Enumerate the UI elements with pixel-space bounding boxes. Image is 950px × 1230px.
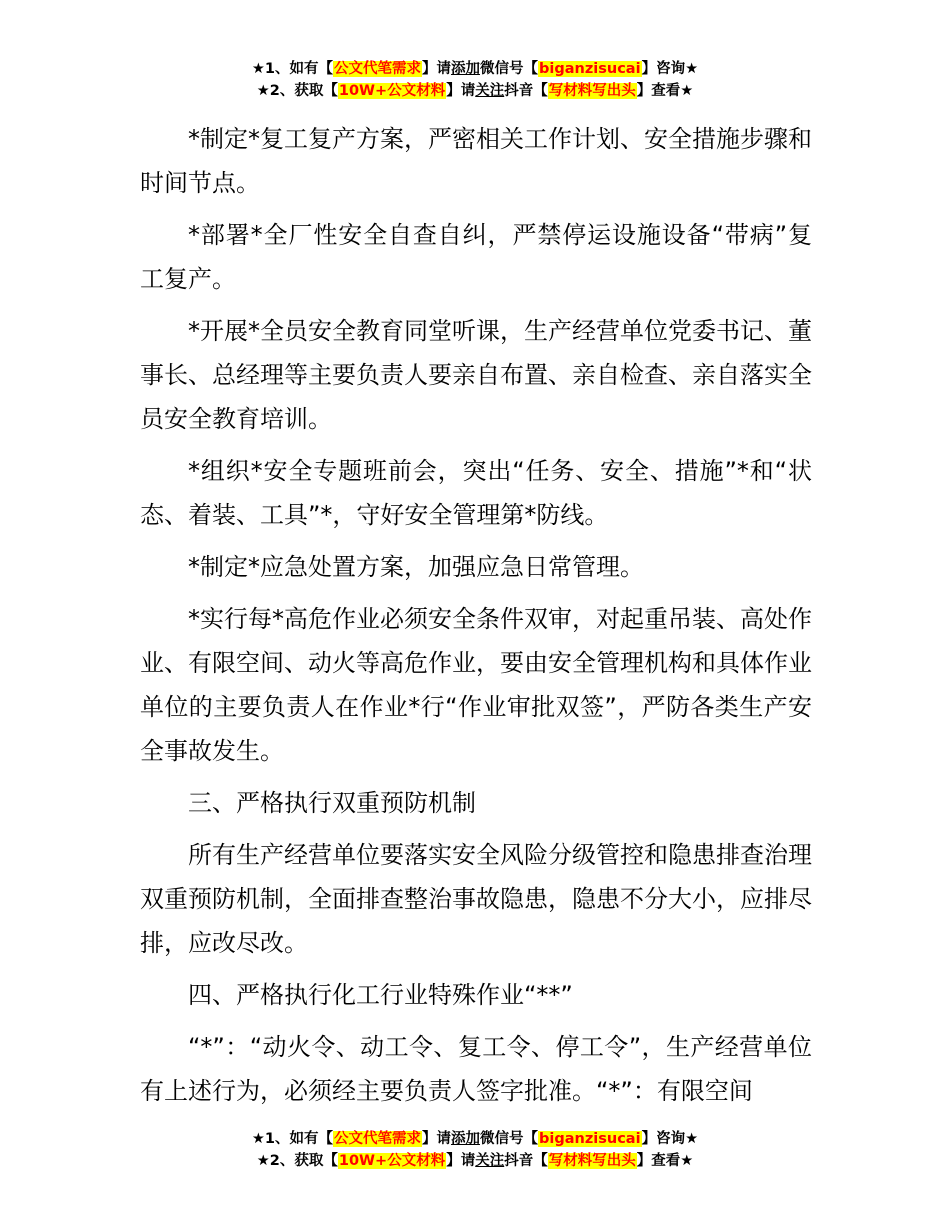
banner-text: ★2、获取【 (256, 83, 338, 99)
banner-highlight: biganzisucai (539, 1131, 641, 1147)
banner-text: 】查看★ (636, 83, 694, 99)
banner-underline: 关注 (475, 83, 505, 99)
paragraph-7: 所有生产经营单位要落实安全风险分级管控和隐患排查治理双重预防机制，全面排查整治事故隐患，隐患不分大小，应排尽排，应改尽改。 (140, 841, 812, 957)
banner-highlight: 写材料写出头 (548, 83, 636, 99)
banner-highlight: 公文代笔需求 (334, 1131, 422, 1147)
paragraph-4: *组织*安全专题班前会，突出“任务、安全、措施”*和“状态、着装、工具”*，守好安全管理第*防线。 (140, 457, 812, 529)
bottom-banner (0, 1128, 950, 1172)
banner-line-2 (0, 80, 950, 102)
banner-line-2 (0, 1150, 950, 1172)
banner-text: 抖音【 (504, 1153, 548, 1169)
paragraph-8: “*”：“动火令、动工令、复工令、停工令”，生产经营单位有上述行为，必须经主要负责人签字批准。“*”：有限空间 (140, 1033, 812, 1105)
banner-highlight: 写材料写出头 (548, 1153, 636, 1169)
paragraph-5: *制定*应急处置方案，加强应急日常管理。 (188, 553, 644, 581)
banner-text: 微信号【 (480, 1131, 539, 1147)
paragraph-3: *开展*全员安全教育同堂听课，生产经营单位党委书记、董事长、总经理等主要负责人要亲自布置、亲自检查、亲自落实全员安全教育培训。 (140, 317, 812, 433)
banner-underline: 关注 (475, 1153, 505, 1169)
banner-line-1 (0, 58, 950, 80)
banner-underline: 添加 (451, 1131, 481, 1147)
banner-highlight: 10W+公文材料 (338, 83, 446, 99)
banner-underline: 添加 (451, 61, 481, 77)
banner-text: 】请 (422, 61, 452, 77)
banner-line-1 (0, 1128, 950, 1150)
banner-text: 】请 (446, 1153, 476, 1169)
banner-text: 抖音【 (504, 83, 548, 99)
paragraph-6: *实行每*高危作业必须安全条件双审，对起重吊装、高处作业、有限空间、动火等高危作业，要由安全管理机构和具体作业单位的主要负责人在作业*行“作业审批双签”，严防各类生产安全事故发生。 (140, 605, 812, 765)
document-body (140, 117, 812, 1121)
paragraph-1: *制定*复工复产方案，严密相关工作计划、安全措施步骤和时间节点。 (140, 125, 812, 197)
section-heading-3: 三、严格执行双重预防机制 (188, 789, 476, 817)
section-heading-4: 四、严格执行化工行业特殊作业“**” (188, 981, 573, 1009)
banner-highlight: 10W+公文材料 (338, 1153, 446, 1169)
banner-text: ★1、如有【 (251, 61, 334, 77)
banner-text: ★2、获取【 (256, 1153, 338, 1169)
banner-highlight: 公文代笔需求 (334, 61, 422, 77)
banner-text: ★1、如有【 (251, 1131, 334, 1147)
banner-highlight: biganzisucai (539, 61, 641, 77)
banner-text: 】请 (422, 1131, 452, 1147)
paragraph-2: *部署*全厂性安全自查自纠，严禁停运设施设备“带病”复工复产。 (140, 221, 812, 293)
banner-text: 】请 (446, 83, 476, 99)
banner-text: 】咨询★ (641, 1131, 699, 1147)
banner-text: 】咨询★ (641, 61, 699, 77)
banner-text: 微信号【 (480, 61, 539, 77)
banner-text: 】查看★ (636, 1153, 694, 1169)
top-banner (0, 58, 950, 102)
